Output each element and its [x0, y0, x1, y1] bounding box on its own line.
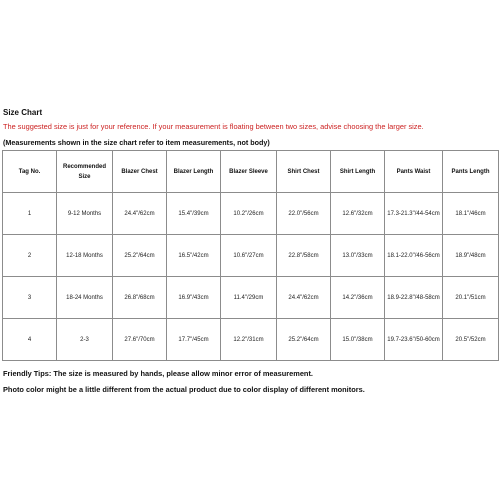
cell-pants-length: 18.9"/48cm	[443, 235, 499, 277]
cell-blazer-sleeve: 12.2"/31cm	[221, 319, 277, 361]
cell-shirt-chest: 22.8"/58cm	[277, 235, 331, 277]
cell-tag-no: 4	[3, 319, 57, 361]
table-row	[3, 235, 499, 277]
cell-shirt-length: 15.0"/38cm	[331, 319, 385, 361]
cell-blazer-chest: 27.6"/70cm	[113, 319, 167, 361]
friendly-tips: Friendly Tips: The size is measured by hands, please allow minor error of measurement.	[3, 369, 313, 378]
cell-blazer-length: 16.9"/43cm	[167, 277, 221, 319]
header-blazer-length: Blazer Length	[167, 151, 221, 193]
cell-recommended-size: 12-18 Months	[57, 235, 113, 277]
size-chart-table	[2, 150, 499, 361]
size-chart-title: Size Chart	[3, 108, 43, 117]
cell-blazer-length: 17.7"/45cm	[167, 319, 221, 361]
table-header-row	[3, 151, 499, 193]
cell-pants-waist: 18.1-22.0"/46-56cm	[385, 235, 443, 277]
cell-blazer-length: 16.5"/42cm	[167, 235, 221, 277]
cell-blazer-length: 15.4"/39cm	[167, 193, 221, 235]
cell-pants-waist: 19.7-23.6"/50-60cm	[385, 319, 443, 361]
cell-shirt-length: 13.0"/33cm	[331, 235, 385, 277]
measurement-note: (Measurements shown in the size chart refer to item measurements, not body)	[3, 138, 270, 147]
cell-recommended-size: 9-12 Months	[57, 193, 113, 235]
cell-pants-waist: 17.3-21.3"/44-54cm	[385, 193, 443, 235]
cell-shirt-chest: 22.0"/56cm	[277, 193, 331, 235]
header-shirt-chest: Shirt Chest	[277, 151, 331, 193]
header-recommended-size: Recommended Size	[57, 151, 113, 193]
table-row	[3, 193, 499, 235]
cell-blazer-chest: 25.2"/64cm	[113, 235, 167, 277]
header-shirt-length: Shirt Length	[331, 151, 385, 193]
table-row	[3, 277, 499, 319]
cell-shirt-length: 12.6"/32cm	[331, 193, 385, 235]
cell-tag-no: 3	[3, 277, 57, 319]
suggestion-note: The suggested size is just for your reference. If your measurement is floating between two sizes, advise choosing the larger size.	[3, 122, 424, 131]
cell-shirt-length: 14.2"/36cm	[331, 277, 385, 319]
cell-shirt-chest: 24.4"/62cm	[277, 277, 331, 319]
cell-blazer-sleeve: 10.6"/27cm	[221, 235, 277, 277]
header-blazer-sleeve: Blazer Sleeve	[221, 151, 277, 193]
cell-pants-length: 18.1"/46cm	[443, 193, 499, 235]
header-pants-waist: Pants Waist	[385, 151, 443, 193]
cell-tag-no: 1	[3, 193, 57, 235]
cell-recommended-size: 18-24 Months	[57, 277, 113, 319]
photo-color-note: Photo color might be a little different from the actual product due to color display of different monitors.	[3, 385, 365, 394]
cell-blazer-sleeve: 11.4"/29cm	[221, 277, 277, 319]
cell-blazer-chest: 24.4"/62cm	[113, 193, 167, 235]
header-blazer-chest: Blazer Chest	[113, 151, 167, 193]
table-row	[3, 319, 499, 361]
cell-blazer-chest: 26.8"/68cm	[113, 277, 167, 319]
cell-tag-no: 2	[3, 235, 57, 277]
header-pants-length: Pants Length	[443, 151, 499, 193]
cell-pants-length: 20.5"/52cm	[443, 319, 499, 361]
header-tag-no: Tag No.	[3, 151, 57, 193]
cell-shirt-chest: 25.2"/64cm	[277, 319, 331, 361]
cell-pants-length: 20.1"/51cm	[443, 277, 499, 319]
cell-blazer-sleeve: 10.2"/26cm	[221, 193, 277, 235]
cell-pants-waist: 18.9-22.8"/48-58cm	[385, 277, 443, 319]
cell-recommended-size: 2-3	[57, 319, 113, 361]
